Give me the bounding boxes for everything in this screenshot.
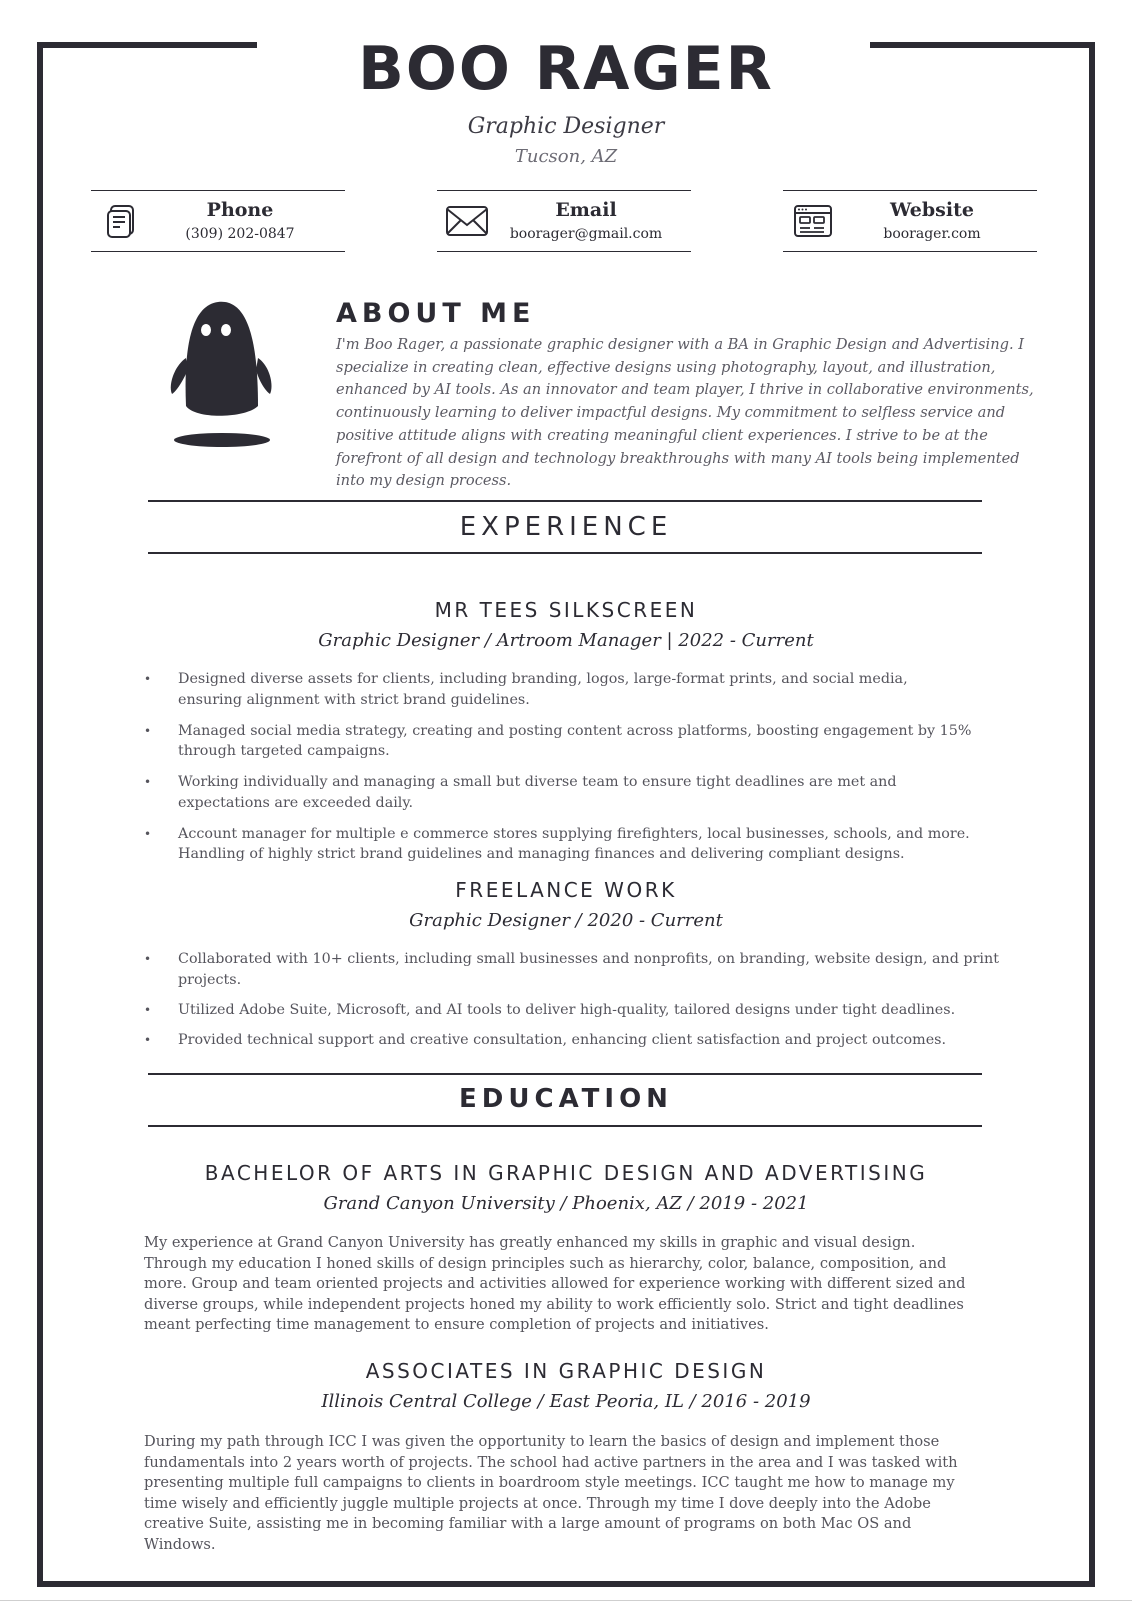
job-company: FREELANCE WORK: [455, 878, 677, 902]
contact-email: [437, 190, 691, 252]
ghost-icon: [166, 298, 276, 458]
location: Tucson, AZ: [514, 146, 618, 167]
degree-description: During my path through ICC I was given the opportunity to learn the basics of design and implement those fundamentals into 2 years worth of projects. The school had active partners in the area and I was tasked with presenting multiple full campaigns to clients in boardroom style meetings. ICC taught me how to manage my time wisely and efficiently juggle multiple projects at once. Through my time I dove deeply into the Adobe creative Suite, assisting me in becoming familiar with a large amount of programs on both Mac OS and Windows.: [144, 1433, 958, 1553]
contact-email-label: Email: [555, 199, 617, 221]
about-heading: ABOUT ME: [336, 298, 536, 329]
divider: [148, 552, 982, 554]
degree-school: Grand Canyon University / Phoenix, AZ / 2019 - 2021: [323, 1193, 809, 1214]
degree-title: BACHELOR OF ARTS IN GRAPHIC DESIGN AND ADVERTISING: [204, 1161, 928, 1185]
education-heading: EDUCATION: [459, 1084, 673, 1114]
frame-bottom-border: [37, 1581, 1095, 1587]
contact-website: [783, 190, 1037, 252]
experience-heading: EXPERIENCE: [459, 512, 673, 542]
list-item: • Provided technical support and creative consultation, enhancing client satisfaction and project outcomes.: [146, 1030, 1026, 1051]
list-item: • Utilized Adobe Suite, Microsoft, and AI tools to deliver high-quality, tailored designs under tight deadlines.: [146, 1000, 1026, 1021]
job-bullets: [146, 949, 1026, 1050]
list-item: • Managed social media strategy, creating and posting content across platforms, boosting engagement by 15% through targeted campaigns.: [146, 721, 976, 762]
job-title: Graphic Designer: [467, 114, 665, 139]
frame-left-border: [37, 42, 43, 1587]
contact-phone: [91, 190, 345, 252]
job-role: Graphic Designer / Artroom Manager | 2022 - Current: [318, 630, 814, 651]
list-item: • Designed diverse assets for clients, including branding, logos, large-format prints, and social media, ensuring alignment with strict brand guidelines.: [146, 669, 976, 710]
contact-website-label: Website: [890, 199, 974, 221]
page-edge-line: [0, 1600, 1132, 1601]
contact-email-value: boorager@gmail.com: [509, 226, 663, 242]
list-item: • Working individually and managing a small but diverse team to ensure tight deadlines are met and expectations are exceeded daily.: [146, 772, 976, 813]
about-text: I'm Boo Rager, a passionate graphic designer with a BA in Graphic Design and Advertising. I specialize in creating clean, effective designs using photography, layout, and illustration, enhanced by AI tools. As an innovator and team player, I thrive in collaborative environments, continuously learning to deliver impactful designs. My commitment to selfless service and positive attitude aligns with creating meaningful client experiences. I strive to be at the forefront of all design and technology breakthroughs with many AI tools being implemented into my design process.: [336, 336, 1034, 490]
divider: [148, 500, 982, 502]
degree-description: My experience at Grand Canyon University has greatly enhanced my skills in graphic and visual design. Through my education I honed skills of design principles such as hierarchy, color, balance, composition, and more. Group and team oriented projects and activities allowed for experience working with different sized and diverse groups, while independent projects honed my ability to work efficiently solo. Strict and tight deadlines meant perfecting time management to ensure completion of projects and initiatives.: [144, 1234, 966, 1334]
divider: [148, 1125, 982, 1127]
job-bullets: [146, 669, 976, 865]
resume-name: BOO RAGER: [358, 34, 774, 104]
divider: [148, 1073, 982, 1075]
frame-right-border: [1089, 42, 1095, 1587]
degree-title: ASSOCIATES IN GRAPHIC DESIGN: [365, 1359, 767, 1383]
list-item: • Collaborated with 10+ clients, including small businesses and nonprofits, on branding, website design, and print projects.: [146, 949, 1026, 990]
list-item: • Account manager for multiple e commerce stores supplying firefighters, local businesses, schools, and more. Handling of highly strict brand guidelines and managing finances and delivering compliant designs.: [146, 824, 976, 865]
job-role: Graphic Designer / 2020 - Current: [409, 910, 723, 931]
degree-school: Illinois Central College / East Peoria, IL / 2016 - 2019: [321, 1391, 811, 1412]
contact-phone-value: (309) 202-0847: [185, 226, 295, 242]
contact-website-value: boorager.com: [883, 226, 981, 242]
job-company: MR TEES SILKSCREEN: [434, 598, 698, 622]
contact-phone-label: Phone: [206, 199, 274, 221]
